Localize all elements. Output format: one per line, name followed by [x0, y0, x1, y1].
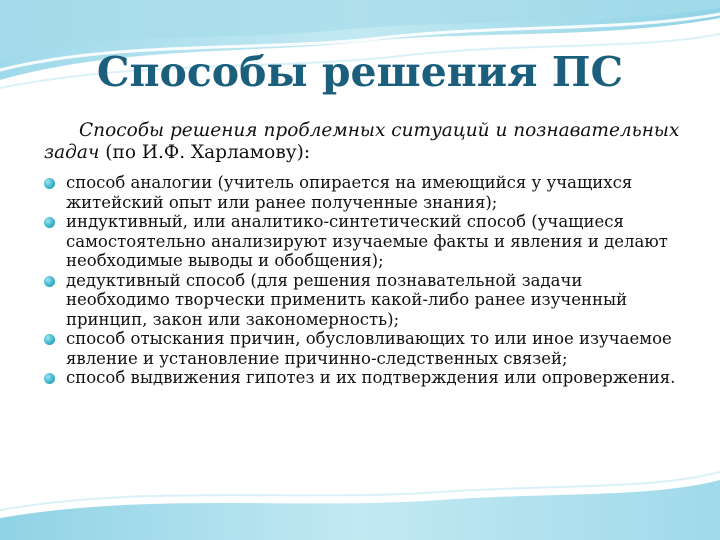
- bullet-icon: [44, 373, 55, 384]
- list-item: [44, 368, 684, 388]
- slide-subtitle: [44, 120, 684, 164]
- bullet-icon: [44, 334, 55, 345]
- bottom-wave-decoration: [0, 470, 720, 540]
- bullet-icon: [44, 217, 55, 228]
- slide-title: Способы решения ПС: [96, 48, 624, 96]
- list-item-text: способ аналогии (учитель опирается на имеющийся у учащихся житейский опыт или ранее полученные знания);: [66, 173, 633, 212]
- bullet-icon: [44, 276, 55, 287]
- list-item-text: индуктивный, или аналитико-синтетический способ (учащиеся самостоятельно анализируют изучаемые факты и явления и делают необходимые выводы и обобщения);: [66, 212, 668, 270]
- list-item-text: способ отыскания причин, обусловливающих то или иное изучаемое явление и установление причинно-следственных связей;: [66, 329, 672, 368]
- bullet-icon: [44, 178, 55, 189]
- list-item: [44, 329, 684, 368]
- list-item-text: дедуктивный способ (для решения познавательной задачи необходимо творчески применить какой-либо ранее изученный принцип, закон или закономерность);: [66, 270, 628, 329]
- subtitle-emphasis: Способы решения проблемных ситуаций и познавательных задач: [44, 120, 680, 163]
- subtitle-source: (по И.Ф. Харламову):: [99, 142, 311, 163]
- methods-list: [44, 173, 684, 388]
- list-item: [44, 271, 684, 330]
- list-item-text: способ выдвижения гипотез и их подтверждения или опровержения.: [66, 368, 676, 387]
- list-item: [44, 173, 684, 212]
- list-item: [44, 212, 684, 271]
